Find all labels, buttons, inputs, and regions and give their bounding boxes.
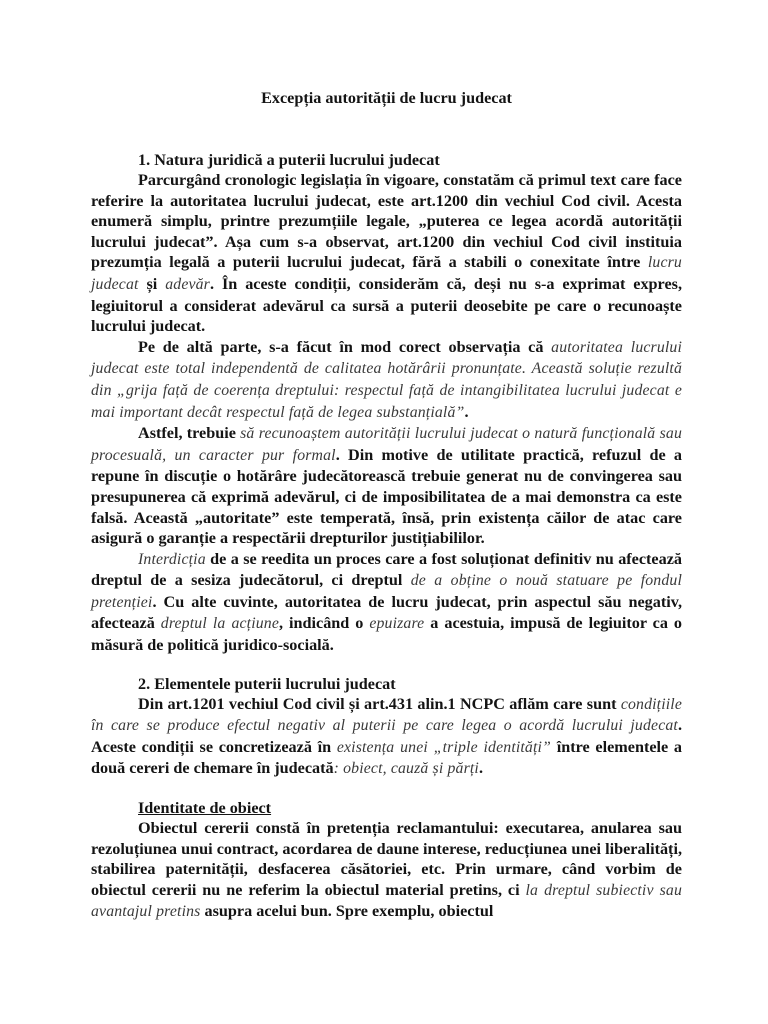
italic-text-run: dreptul la acțiune [160, 615, 280, 633]
italic-text-run: să recunoaștem autorității lucrului judecat o natură funcțională sau procesuală, un caracter pur formal [91, 425, 683, 464]
text-run: . [464, 402, 469, 421]
paragraph [91, 549, 682, 656]
paragraph [91, 170, 682, 337]
text-run: . [478, 759, 483, 778]
italic-text-run: lucru judecat [91, 254, 682, 293]
text-run: , indicând o [279, 614, 370, 633]
text-run: . Aceste condiții se concretizează în [91, 716, 682, 756]
text-run: Pe de altă parte, s-a făcut în mod corect observația că [138, 337, 552, 356]
paragraph [91, 337, 682, 423]
document-title: Excepția autorității de lucru judecat [261, 89, 512, 107]
text-run: Parcurgând cronologic legislația în vigoare, constatăm că primul text care face referire la autoritatea lucrului judecat, este art.1200 din vechiul Cod civil. Acesta enumeră simplu, printre prezumțiile legale, „puterea ce legea acordă autorității lucrului judecat”. Așa cum s-a observat, art.1200 din vechiul Cod civil instituia prezumția legală a puterii lucrului judecat, fără a stabili o conexitate între [91, 171, 682, 272]
section-heading-elementele: 2. Elementele puterii lucrului judecat [138, 674, 396, 693]
text-run: . În aceste condiții, considerăm că, deși nu s-a exprimat expres, legiuitorul a considerat adevărul ca sursă a puterii deosebite pe care o recunoaște lucrului judecat. [91, 274, 682, 336]
paragraph [91, 423, 682, 549]
subsection-body-identitate-obiect [91, 818, 682, 923]
text-run: . Cu alte cuvinte, autoritatea de lucru judecat, prin aspectul său negativ, afectează [91, 592, 682, 633]
section-body-natura-juridica [91, 170, 682, 656]
text-run: Obiectul cererii constă în pretenția reclamantului: executarea, anularea sau rezoluțiunea unui contract, acordarea de daune interese, reducțiunea unei liberalități, stabilirea paternității, desfacerea căsătoriei, etc. Prin urmare, când vorbim de obiectul cererii nu ne referim la obiectul material pretins, ci [91, 819, 682, 899]
text-run: și [138, 274, 166, 293]
text-run: asupra acelui bun. Spre exemplu, obiectul [200, 902, 494, 921]
italic-text-run: Interdicția [138, 550, 206, 568]
italic-text-run: epuizare [369, 615, 425, 633]
italic-text-run: de a obține o nouă statuare pe fondul pretenției [91, 572, 682, 611]
text-run: Din art.1201 vechiul Cod civil și art.431 alin.1 NCPC aflăm care sunt [138, 694, 621, 713]
text-run: Astfel, trebuie [138, 424, 241, 443]
section-heading-natura-juridica: 1. Natura juridică a puterii lucrului judecat [138, 151, 440, 169]
text-run: între elementele a două cereri de chemare în judecată [91, 737, 683, 778]
text-run: de a se reedita un proces care a fost soluționat definitiv nu afectează dreptul de a sesiza judecătorul, ci dreptul [91, 549, 682, 590]
paragraph [91, 694, 682, 780]
italic-text-run: : obiect, cauză și părți [333, 760, 479, 778]
text-run: a acestuia, impusă de legiuitor ca o măsură de politică juridico-socială. [91, 614, 682, 655]
subsection-heading-identitate-obiect: Identitate de obiect [138, 799, 272, 818]
italic-text-run: condițiile în care se produce efectul negativ al puterii pe care legea o acordă lucrului judecat [91, 695, 682, 735]
section-body-elementele [91, 694, 682, 780]
italic-text-run: autoritatea lucrului judecat este total independentă de calitatea hotărârii pronunțate. Această soluție rezultă din „grija față de coerența dreptului: respectul față de intangibilitatea lucrului judecat e mai important decât respectul față de legea substanțială” [91, 338, 682, 421]
paragraph [91, 818, 682, 923]
italic-text-run: la dreptul subiectiv sau avantajul pretins [91, 881, 682, 921]
italic-text-run: adevăr [165, 275, 210, 293]
italic-text-run: existența unei „triple identități” [336, 738, 551, 756]
text-run: . Din motive de utilitate practică, refuzul de a repune în discuție o hotărâre judecătorească trebuie generat nu de convingerea sau presupunerea că exprimă adevărul, ci de imposibilitatea de a mai demonstra ca este falsă. Această „autoritate” este temperată, însă, prin existența căilor de atac care asigură o garanție a respectării drepturilor justițiabililor. [91, 445, 682, 548]
